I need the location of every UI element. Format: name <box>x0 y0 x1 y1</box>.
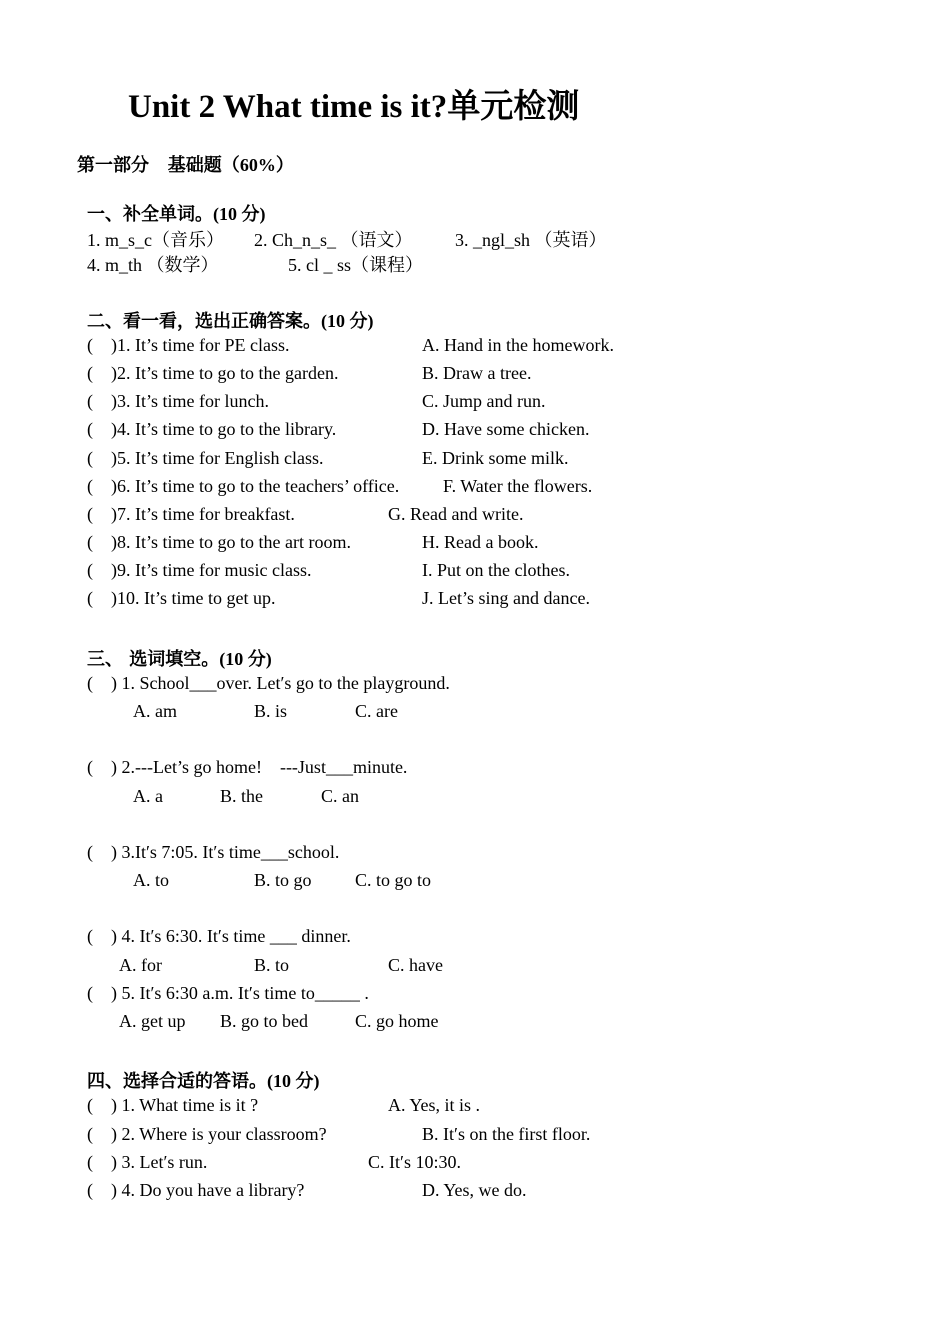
match-question-7: ( )7. It’s time for breakfast. <box>87 504 295 524</box>
page-title <box>128 80 579 127</box>
page-title-cn: 单元检测 <box>447 86 580 125</box>
choice-option: B. go to bed <box>220 1011 308 1031</box>
choice-question-2: ( ) 2.---Let’s go home! ---Just___minute. <box>87 757 408 777</box>
word-item-en: 4. m_th <box>87 255 147 275</box>
match-question-6: ( )6. It’s time to go to the teachers’ office. <box>87 476 400 496</box>
section1-heading-score: (10 <box>213 204 242 224</box>
choice-option: B. is <box>254 701 288 721</box>
section1-heading-fen: 分 <box>241 204 260 225</box>
match-answer-d: D. Have some chicken. <box>422 419 590 439</box>
match-answer-b: B. Draw a tree. <box>422 363 532 383</box>
word-item-en: 3. _ngl_sh <box>455 230 535 250</box>
match-question-8: ( )8. It’s time to go to the art room. <box>87 532 351 552</box>
part-heading-pct: 60% <box>239 155 276 175</box>
section4-heading-fen: 分 <box>295 1071 314 1092</box>
choice-option: A. am <box>133 701 177 721</box>
reply-answer-c: C. It′s 10:30. <box>368 1152 461 1172</box>
section2-heading-close: ) <box>367 311 374 331</box>
match-question-1: ( )1. It’s time for PE class. <box>87 335 290 355</box>
section3-heading-score: (10 <box>219 649 248 669</box>
reply-answer-a: A. Yes, it is . <box>388 1095 481 1115</box>
section2-heading <box>87 307 374 333</box>
word-item-cn: （音乐） <box>152 230 224 251</box>
section3-heading-cn: 三、 选词填空。 <box>87 649 220 670</box>
word-item-5 <box>288 251 423 277</box>
word-item-cn: （数学） <box>146 255 219 276</box>
word-item-2 <box>254 226 413 252</box>
choice-question-4: ( ) 4. It′s 6:30. It′s time ___ dinner. <box>87 926 351 946</box>
match-question-10: ( )10. It’s time to get up. <box>87 588 276 608</box>
section1-heading-cn: 一、补全单词。 <box>87 204 213 225</box>
choice-option: C. go home <box>355 1011 439 1031</box>
choice-option: C. an <box>321 786 359 806</box>
word-item-1 <box>87 226 224 252</box>
section1-heading-close: ) <box>259 204 266 224</box>
page-title-en: Unit 2 What time is it? <box>128 89 448 125</box>
match-question-5: ( )5. It’s time for English class. <box>87 448 324 468</box>
choice-option: C. have <box>388 955 443 975</box>
word-item-en: 2. Ch_n_s_ <box>254 230 341 250</box>
section4-heading-cn: 四、选择合适的答语。 <box>87 1071 267 1092</box>
section2-heading-cn: 二、看一看，选出正确答案。 <box>87 311 321 332</box>
section3-heading-close: ) <box>265 649 272 669</box>
section3-heading <box>87 645 272 671</box>
word-item-cn: （课程） <box>351 255 423 276</box>
reply-question-3: ( ) 3. Let′s run. <box>87 1152 208 1172</box>
section3-heading-fen: 分 <box>247 649 266 670</box>
match-answer-g: G. Read and write. <box>388 504 524 524</box>
match-answer-a: A. Hand in the homework. <box>422 335 614 355</box>
word-item-3 <box>455 226 607 252</box>
word-item-en: 1. m_s_c <box>87 230 152 250</box>
choice-option: A. get up <box>119 1011 186 1031</box>
reply-question-1: ( ) 1. What time is it ? <box>87 1095 259 1115</box>
match-answer-i: I. Put on the clothes. <box>422 560 570 580</box>
match-question-4: ( )4. It’s time to go to the library. <box>87 419 337 439</box>
part-heading-close: ） <box>275 155 294 176</box>
word-item-cn: （语文） <box>340 230 413 251</box>
section2-heading-fen: 分 <box>349 311 368 332</box>
match-answer-e: E. Drink some milk. <box>422 448 569 468</box>
choice-question-3: ( ) 3.It′s 7:05. It′s time___school. <box>87 842 340 862</box>
match-answer-h: H. Read a book. <box>422 532 539 552</box>
match-answer-j: J. Let’s sing and dance. <box>422 588 590 608</box>
section4-heading <box>87 1067 320 1093</box>
choice-question-5: ( ) 5. It′s 6:30 a.m. It′s time to_____ . <box>87 983 369 1003</box>
choice-question-1: ( ) 1. School___over. Let′s go to the playground. <box>87 673 450 693</box>
choice-option: B. the <box>220 786 263 806</box>
choice-option: B. to <box>254 955 290 975</box>
reply-answer-b: B. It′s on the first floor. <box>422 1124 591 1144</box>
section1-heading <box>87 200 266 226</box>
choice-option: C. are <box>355 701 398 721</box>
reply-answer-d: D. Yes, we do. <box>422 1180 527 1200</box>
part-heading-cn: 第一部分 基础题（ <box>77 155 240 176</box>
reply-question-4: ( ) 4. Do you have a library? <box>87 1180 305 1200</box>
match-answer-c: C. Jump and run. <box>422 391 546 411</box>
match-question-2: ( )2. It’s time to go to the garden. <box>87 363 339 383</box>
choice-option: C. to go to <box>355 870 432 890</box>
choice-option: B. to go <box>254 870 312 890</box>
match-question-9: ( )9. It’s time for music class. <box>87 560 312 580</box>
word-item-en: 5. cl _ ss <box>288 255 351 275</box>
section4-heading-score: (10 <box>267 1071 296 1091</box>
choice-option: A. for <box>119 955 162 975</box>
section2-heading-score: (10 <box>321 311 350 331</box>
choice-option: A. a <box>133 786 163 806</box>
part-heading <box>77 151 294 177</box>
word-item-4 <box>87 251 219 277</box>
match-answer-f: F. Water the flowers. <box>443 476 593 496</box>
word-item-cn: （英语） <box>534 230 607 251</box>
choice-option: A. to <box>133 870 169 890</box>
reply-question-2: ( ) 2. Where is your classroom? <box>87 1124 327 1144</box>
match-question-3: ( )3. It’s time for lunch. <box>87 391 269 411</box>
section4-heading-close: ) <box>313 1071 320 1091</box>
